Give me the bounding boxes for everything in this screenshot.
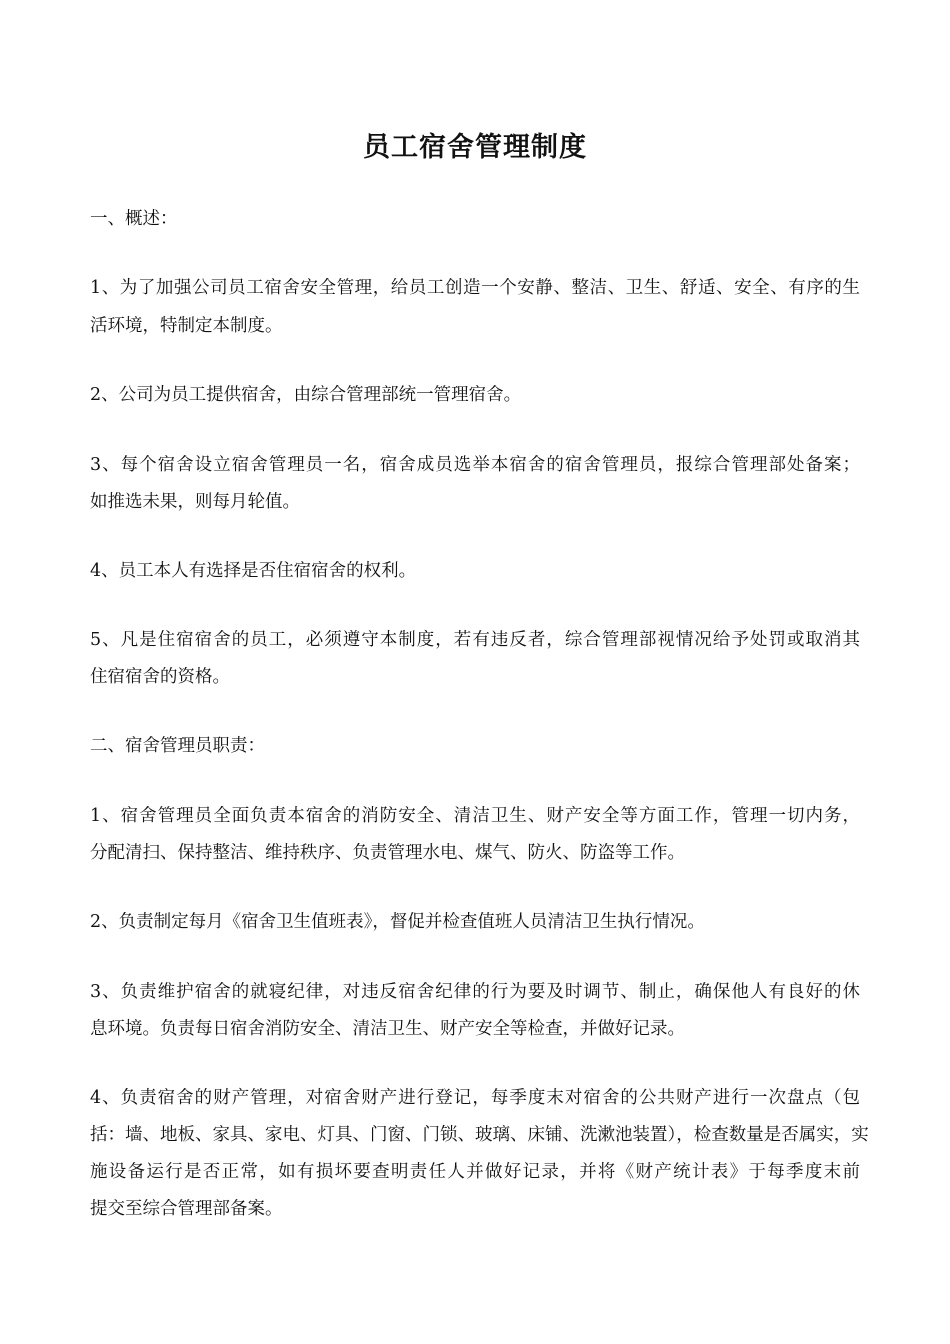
paragraph-line: 括：墙、地板、家具、家电、灯具、门窗、门锁、玻璃、床铺、洗漱池装置），检查数量是否属实，实 bbox=[90, 1125, 869, 1145]
paragraph-line: 3、负责维护宿舍的就寝纪律，对违反宿舍纪律的行为要及时调节、制止，确保他人有良好的休 bbox=[90, 982, 860, 1002]
paragraph-line: 住宿宿舍的资格。 bbox=[90, 667, 230, 687]
paragraph-line: 1、宿舍管理员全面负责本宿舍的消防安全、清洁卫生、财产安全等方面工作，管理一切内务， bbox=[90, 806, 860, 826]
paragraph-line: 2、公司为员工提供宿舍，由综合管理部统一管理宿舍。 bbox=[90, 385, 522, 405]
paragraph-line: 提交至综合管理部备案。 bbox=[90, 1199, 283, 1219]
section-heading: 二、宿舍管理员职责： bbox=[90, 736, 265, 756]
paragraph-line: 活环境，特制定本制度。 bbox=[90, 316, 283, 336]
document-title: 员工宿舍管理制度 bbox=[363, 132, 587, 163]
paragraph-line: 3、每个宿舍设立宿舍管理员一名，宿舍成员选举本宿舍的宿舍管理员，报综合管理部处备案； bbox=[90, 455, 860, 475]
paragraph-line: 分配清扫、保持整洁、维持秩序、负责管理水电、煤气、防火、防盗等工作。 bbox=[90, 843, 685, 863]
paragraph-line: 息环境。负责每日宿舍消防安全、清洁卫生、财产安全等检查，并做好记录。 bbox=[90, 1019, 685, 1039]
paragraph-line: 4、员工本人有选择是否住宿宿舍的权利。 bbox=[90, 561, 417, 581]
paragraph-line: 2、负责制定每月《宿舍卫生值班表》，督促并检查值班人员清洁卫生执行情况。 bbox=[90, 912, 705, 932]
paragraph-line: 5、凡是住宿宿舍的员工，必须遵守本制度，若有违反者，综合管理部视情况给予处罚或取消其 bbox=[90, 630, 860, 650]
paragraph-line: 施设备运行是否正常，如有损坏要查明责任人并做好记录，并将《财产统计表》于每季度末前 bbox=[90, 1162, 860, 1182]
paragraph-line: 1、为了加强公司员工宿舍安全管理，给员工创造一个安静、整洁、卫生、舒适、安全、有序的生 bbox=[90, 278, 860, 298]
paragraph-line: 4、负责宿舍的财产管理，对宿舍财产进行登记，每季度末对宿舍的公共财产进行一次盘点（包 bbox=[90, 1088, 860, 1108]
section-heading: 一、概述： bbox=[90, 209, 178, 229]
paragraph-line: 如推选未果，则每月轮值。 bbox=[90, 492, 300, 512]
